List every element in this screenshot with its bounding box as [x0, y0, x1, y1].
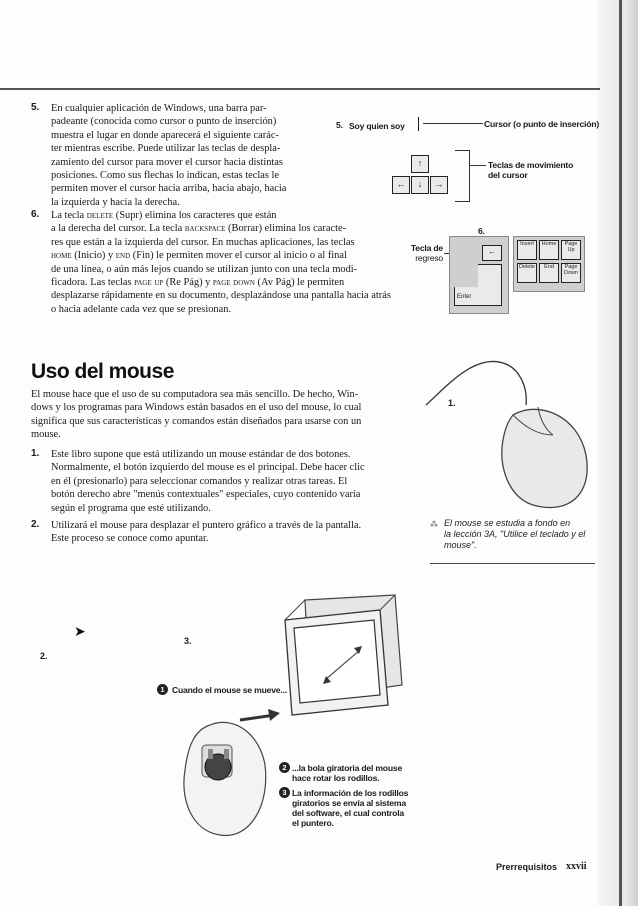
item6-number: 6. — [31, 209, 40, 220]
binding-edge — [598, 0, 638, 906]
section-heading: Uso del mouse — [31, 360, 174, 383]
mouse-cutaway — [180, 705, 290, 845]
up-arrow-key: ↑ — [411, 155, 429, 173]
list-item-1: Este libro supone que está utilizando un mouse estándar de dos botones. Normalmente, el botón izquierdo del mouse es el principal. Debe hacer clic en él (presionarlo) para seleccionar comandos y realizar otras tareas. El botón derecho abre "menús contextuales" especiales, cuyo contenido varía según el programa que esté utilizando. — [51, 449, 365, 514]
item5-text: En cualquier aplicación de Windows, una barra par- padeante (conocida como cursor o punto de inserción) muestra el lugar en donde aparecerá el siguiente carác- ter mientras escribe. Puede utilizar las teclas de despla- zamiento del cursor para mover el cursor hacia distintas posiciones. Como sus flechas lo indican, estas teclas le permiten mover el cursor hacia arriba, hacia abajo, hacia la izquierda y hacia la derecha. — [51, 103, 287, 208]
page-number: xxvii — [566, 861, 587, 872]
list-item-2: Utilizará el mouse para desplazar el puntero gráfico a través de la pantalla. Este proceso se conoce como apuntar. — [51, 520, 362, 545]
sidebar-label-1: 1. — [448, 398, 456, 408]
cursor-label: Cursor (o punto de inserción) — [484, 119, 599, 129]
top-rule — [0, 88, 600, 90]
soy-quien-soy-text: Soy quien soy — [349, 121, 405, 131]
footer-section: Prerrequisitos — [496, 862, 558, 872]
arrow-keys-label: Teclas de movimiento del cursor — [488, 160, 574, 180]
monitor-illustration — [280, 590, 410, 720]
arrows-bracket — [455, 150, 470, 202]
fig-label-2: 2. — [40, 651, 48, 661]
section-intro: El mouse hace que el uso de su computadora sea más sencillo. De hecho, Win- dows y los programas para Windows están basados en el uso del mouse, lo cual significa que sus características y comandos están diseñados para usarse con un mouse. — [31, 389, 362, 441]
right-arrow-key: → — [430, 176, 448, 194]
sidebar-rule — [430, 563, 595, 564]
item6-text: La tecla delete (Supr) elimina los caracteres que están a la derecha del cursor. La tecla backspace (Borrar) elimina los caracte- res que están a la izquierda del cursor. En muchas aplicaciones, las teclas home (Inicio) y end (Fin) le permiten mover el cursor al inicio o al final de una línea, o aún más lejos cuando se utilizan junto con una tecla modi- ficadora. Las teclas page up (Re Pág) y page down (Av Pág) le permiten desplazarse rápidamente en su documento, desplazándose una pantalla hacia atrás o hacia adelante cada vez que se presionan. — [51, 210, 391, 315]
delete-key: Delete — [517, 263, 537, 283]
end-key: End — [539, 263, 559, 283]
sidebar-note: El mouse se estudia a fondo en la lección 3A, "Utilice el teclado y el mouse". — [444, 518, 586, 550]
list-number-2: 2. — [31, 519, 40, 530]
caption-2-badge: 2 — [279, 762, 290, 773]
backspace-label: Tecla de regreso — [410, 243, 443, 263]
down-arrow-key: ↓ — [411, 176, 429, 194]
caption-3-badge: 3 — [279, 787, 290, 798]
enter-key-label: Enter — [457, 294, 472, 300]
home-key: Home — [539, 240, 559, 260]
list-number-1: 1. — [31, 448, 40, 459]
page-down-key: Page Down — [561, 263, 581, 283]
caption-1: Cuando el mouse se mueve... — [172, 685, 287, 695]
backspace-key: ← — [482, 245, 502, 261]
pointer-icon: ➤ — [74, 624, 86, 640]
left-arrow-key: ← — [392, 176, 410, 194]
caption-1-badge: 1 — [157, 684, 168, 695]
mouse-illustration — [418, 345, 598, 520]
fig-label-3: 3. — [184, 636, 192, 646]
insertion-cursor — [418, 117, 419, 131]
note-icon: ⁂ — [430, 520, 438, 529]
fig6-label: 6. — [478, 226, 485, 236]
item5-number: 5. — [31, 102, 40, 113]
caption-3: La información de los rodillos giratorios se envía al sistema del software, el cual controla el puntero. — [292, 788, 409, 828]
insert-key: Insert — [517, 240, 537, 260]
cursor-leader-line — [423, 123, 483, 124]
arrows-leader — [469, 165, 486, 166]
binding-line — [619, 0, 622, 906]
fig5-label: 5. — [336, 120, 343, 130]
page-up-key: Page Up — [561, 240, 581, 260]
caption-2: ...la bola giratoria del mouse hace rotar los rodillos. — [292, 763, 403, 783]
